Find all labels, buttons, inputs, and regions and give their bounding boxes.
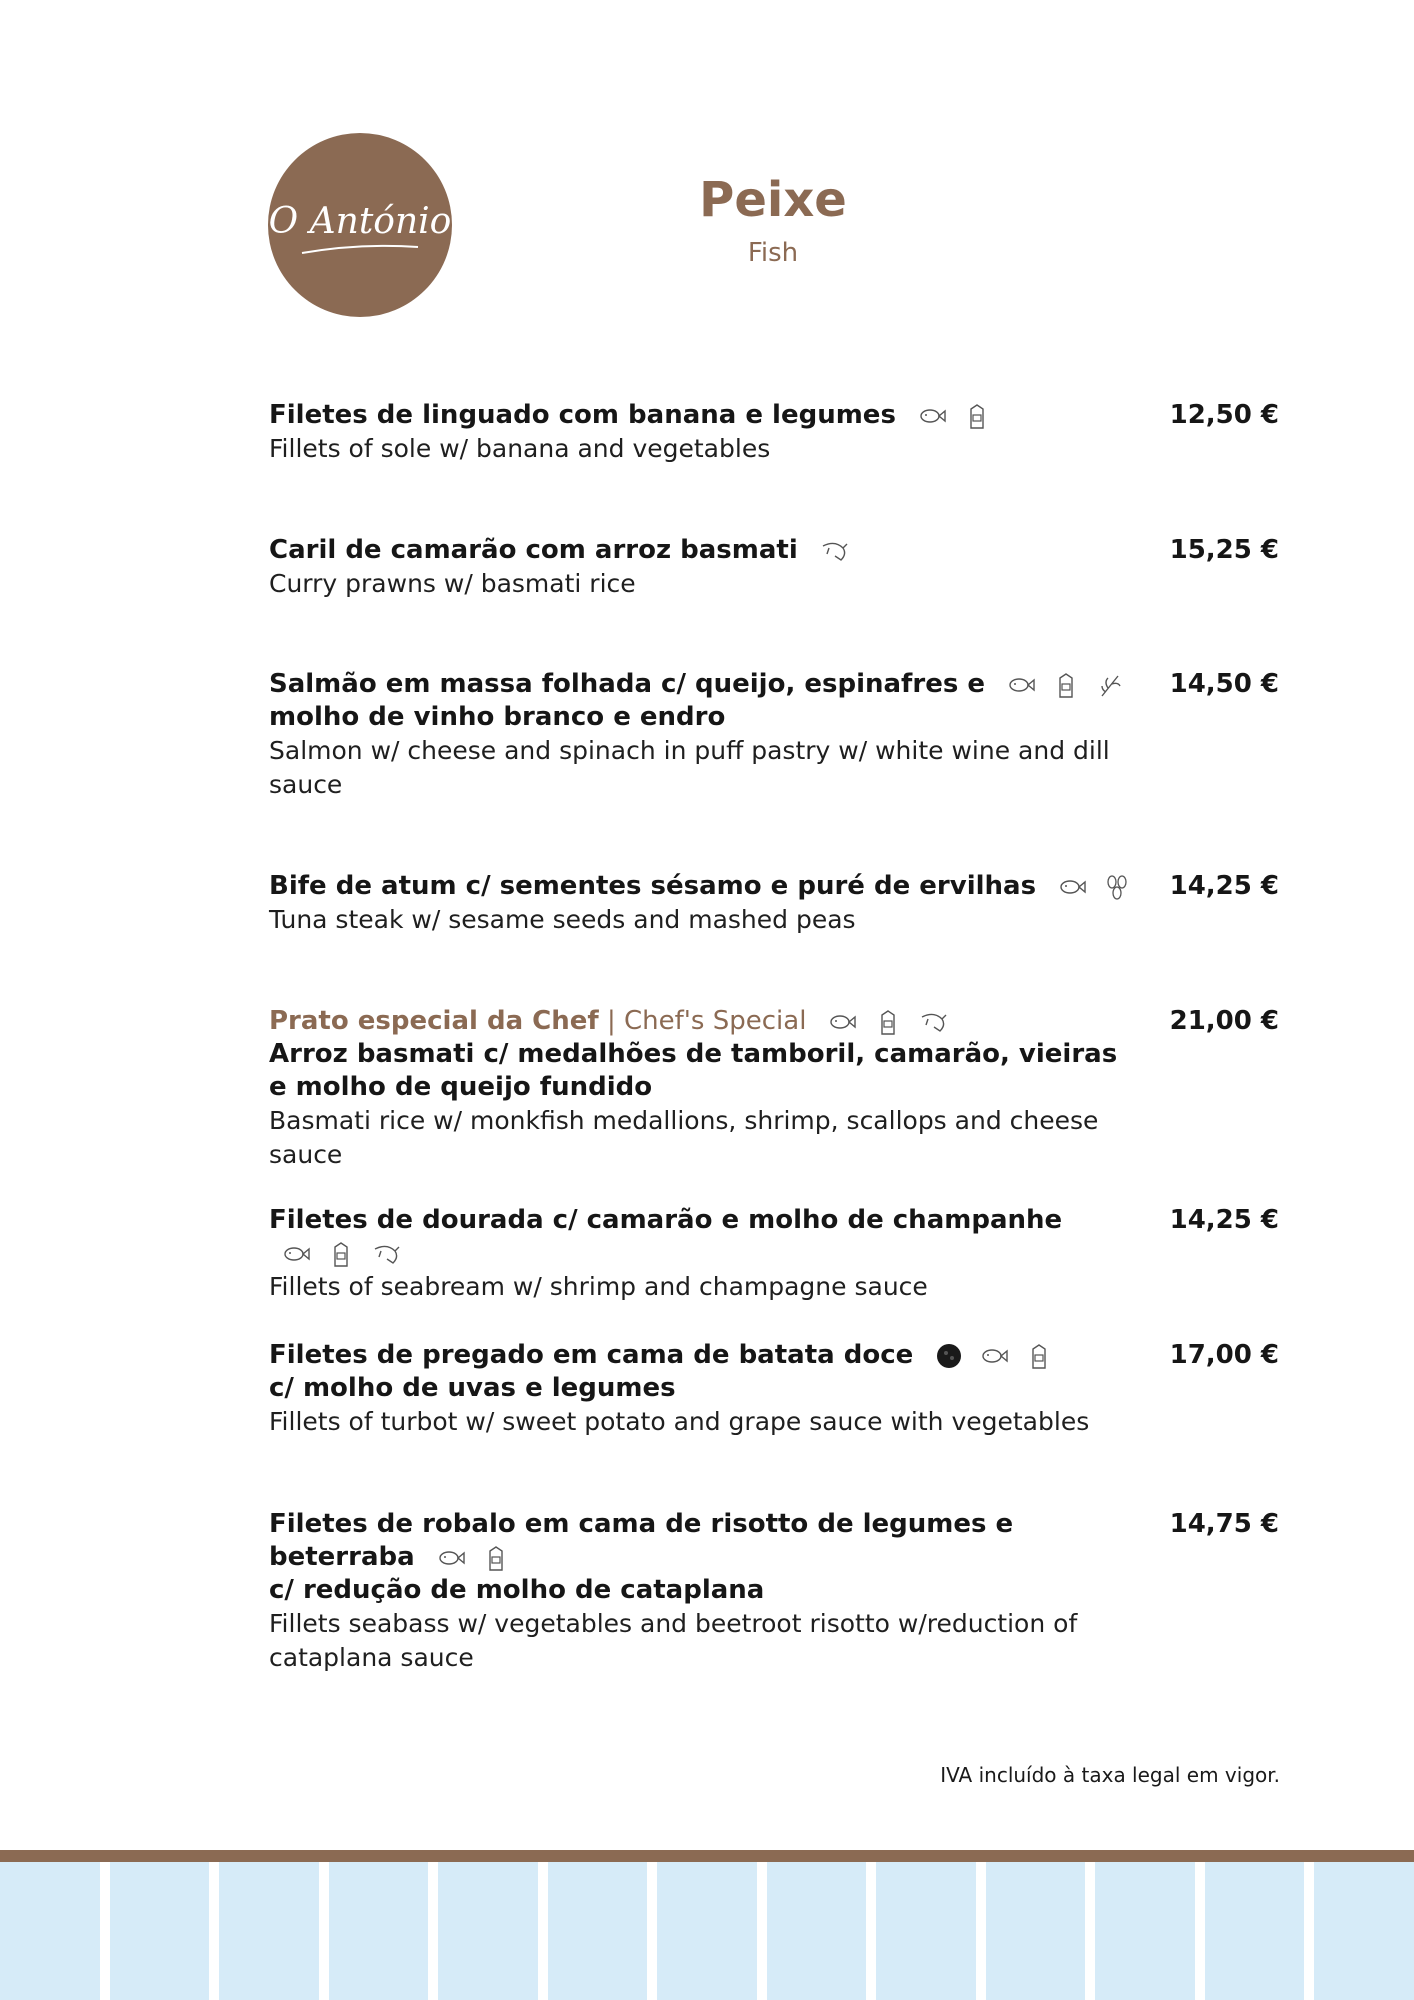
stripe	[329, 1862, 429, 2000]
fish-allergen-icon	[1006, 670, 1036, 700]
special-sub-label: Chef's Special	[624, 1006, 807, 1036]
page-title: Peixe	[699, 172, 847, 228]
fish-allergen-icon	[917, 401, 947, 431]
milk-allergen-icon	[481, 1543, 511, 1573]
menu-item-description: Curry prawns w/ basmati rice	[269, 569, 636, 598]
allergen-icons	[917, 399, 998, 432]
menu-item-price: 14,50 €	[1169, 669, 1279, 699]
menu-item-price: 14,75 €	[1169, 1509, 1279, 1539]
stripe	[876, 1862, 976, 2000]
special-label: Prato especial da Chef	[269, 1006, 599, 1036]
menu-item-price: 14,25 €	[1169, 1205, 1279, 1235]
menu-item-description: Tuna steak w/ sesame seeds and mashed peas	[269, 905, 856, 934]
stripe	[0, 1862, 100, 2000]
fish-allergen-icon	[827, 1007, 857, 1037]
crustacean-allergen-icon	[371, 1239, 401, 1269]
menu-item	[269, 668, 1279, 802]
restaurant-logo	[268, 133, 452, 317]
allergen-icons	[281, 1237, 407, 1270]
menu-item	[269, 1204, 1279, 1304]
menu-item-price: 17,00 €	[1169, 1340, 1279, 1370]
stripe	[438, 1862, 538, 2000]
mustard-allergen-icon	[934, 1341, 964, 1371]
menu-item-description: Fillets of sole w/ banana and vegetables	[269, 434, 771, 463]
stripe	[110, 1862, 210, 2000]
allergen-icons	[827, 1005, 953, 1038]
crustacean-allergen-icon	[819, 536, 849, 566]
menu-item-price: 21,00 €	[1169, 1006, 1279, 1036]
menu-item-special	[269, 1005, 1279, 1172]
logo-underline	[302, 246, 418, 253]
allergen-icons	[819, 534, 855, 567]
footer-stripes	[0, 1862, 1414, 2000]
allergen-icons	[436, 1541, 517, 1574]
tax-footnote: IVA incluído à taxa legal em vigor.	[940, 1763, 1280, 1787]
menu-item-name: Salmão em massa folhada c/ queijo, espinafres e molho de vinho branco e endro	[269, 668, 1139, 734]
allergen-icons	[1006, 668, 1132, 701]
page-subtitle: Fish	[747, 238, 799, 268]
allergen-icons	[1057, 870, 1138, 903]
stripe	[1314, 1862, 1414, 2000]
menu-item-description: Basmati rice w/ monkfish medallions, shrimp, scallops and cheese sauce	[269, 1106, 1099, 1169]
allergen-icons	[934, 1339, 1060, 1372]
sesame-allergen-icon	[1102, 872, 1132, 902]
fish-allergen-icon	[436, 1543, 466, 1573]
menu-item	[269, 399, 1279, 466]
menu-item	[269, 534, 1279, 601]
menu-item-description: Fillets of seabream w/ shrimp and champagne sauce	[269, 1272, 928, 1301]
menu-item-description: Salmon w/ cheese and spinach in puff pastry w/ white wine and dill sauce	[269, 736, 1110, 799]
menu-item-price: 12,50 €	[1169, 400, 1279, 430]
stripe	[1205, 1862, 1305, 2000]
stripe	[219, 1862, 319, 2000]
menu-item-name: Prato especial da Chef | Chef's Special Arroz basmati c/ medalhões de tamboril, camarão, vieiras e molho de queijo fundido	[269, 1006, 1118, 1102]
stripe	[1095, 1862, 1195, 2000]
fish-allergen-icon	[1057, 872, 1087, 902]
fish-allergen-icon	[979, 1341, 1009, 1371]
menu-item-price: 15,25 €	[1169, 535, 1279, 565]
milk-allergen-icon	[962, 401, 992, 431]
menu-item-description: Fillets of turbot w/ sweet potato and grape sauce with vegetables	[269, 1407, 1090, 1436]
stripe	[986, 1862, 1086, 2000]
milk-allergen-icon	[873, 1007, 903, 1037]
menu-item-name: Caril de camarão com arroz basmati	[269, 534, 1139, 567]
footer-divider	[0, 1850, 1414, 1862]
milk-allergen-icon	[326, 1239, 356, 1269]
menu-item-name: Filetes de robalo em cama de risotto de legumes e beterraba c/ redução de molho de cataplana	[269, 1509, 1014, 1605]
crustacean-allergen-icon	[918, 1007, 948, 1037]
menu-item	[269, 1508, 1279, 1675]
stripe	[767, 1862, 867, 2000]
milk-allergen-icon	[1051, 670, 1081, 700]
milk-allergen-icon	[1024, 1341, 1054, 1371]
menu-item-name: Filetes de linguado com banana e legumes	[269, 399, 1139, 432]
menu-item	[269, 870, 1279, 937]
menu-item	[269, 1339, 1279, 1439]
menu-item-name: Filetes de dourada c/ camarão e molho de champanhe	[269, 1204, 1139, 1270]
stripe	[548, 1862, 648, 2000]
menu-item-price: 14,25 €	[1169, 871, 1279, 901]
logo-text: O António	[268, 201, 452, 242]
page-heading	[600, 172, 946, 268]
fish-allergen-icon	[281, 1239, 311, 1269]
menu-item-description: Fillets seabass w/ vegetables and beetroot risotto w/reduction of cataplana sauce	[269, 1609, 1078, 1672]
menu-item-name: Bife de atum c/ sementes sésamo e puré de ervilhas	[269, 870, 1139, 903]
celery-allergen-icon	[1096, 670, 1126, 700]
menu-item-name: Filetes de pregado em cama de batata doce c/ molho de uvas e legumes	[269, 1339, 1139, 1405]
stripe	[657, 1862, 757, 2000]
logo-badge	[268, 133, 452, 317]
